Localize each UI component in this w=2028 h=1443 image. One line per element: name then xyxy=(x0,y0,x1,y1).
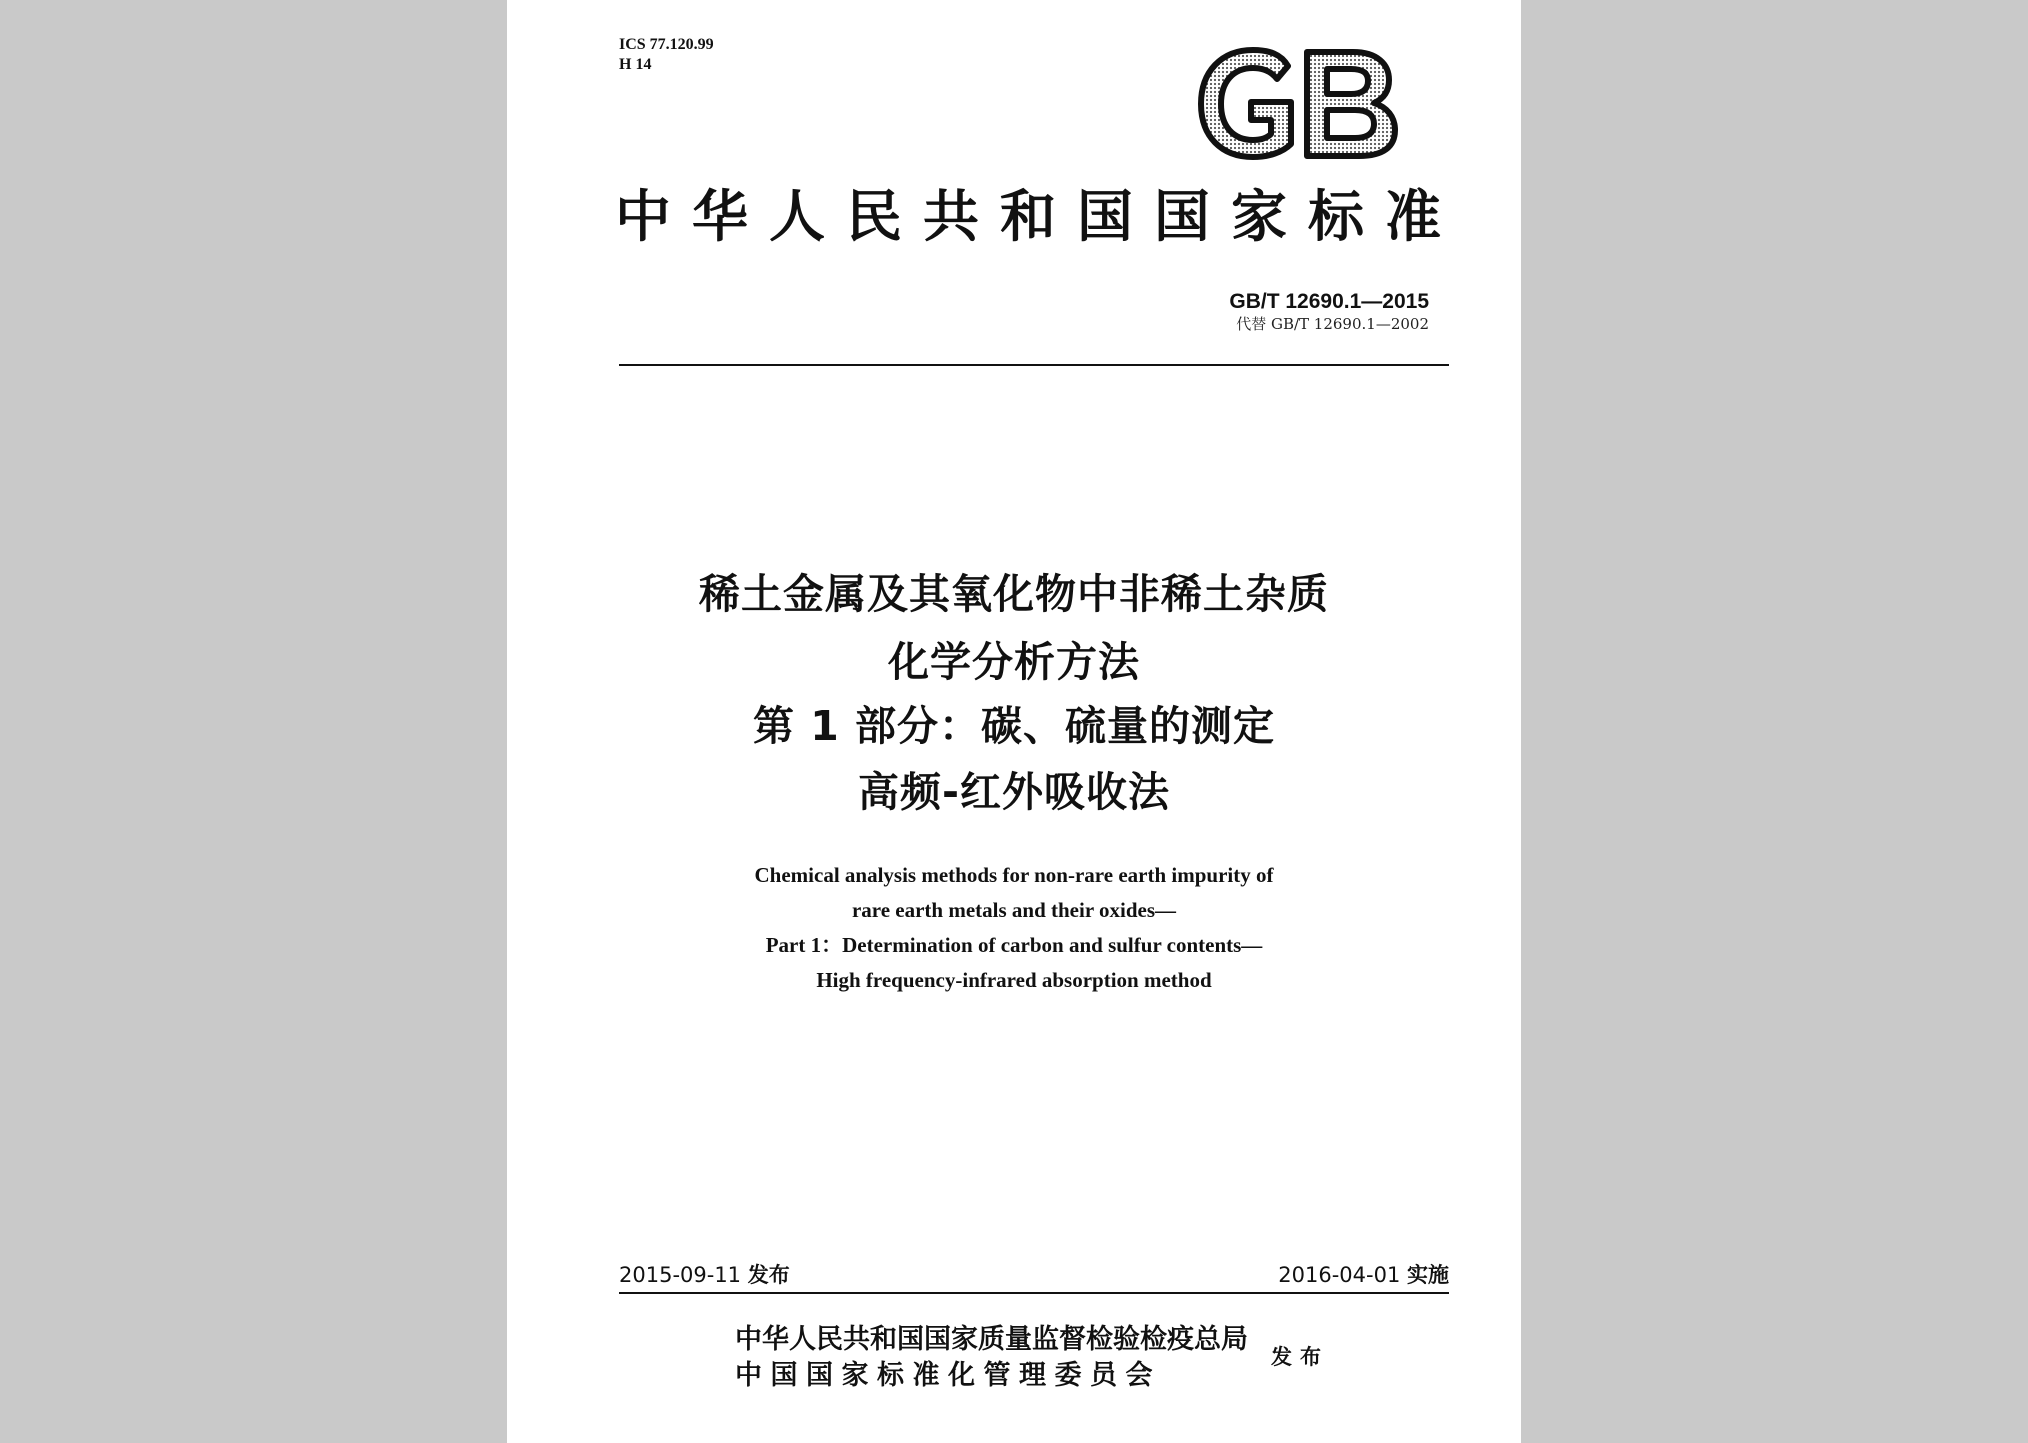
ics-code: ICS 77.120.99 xyxy=(619,36,714,53)
issuer-line: 中国国家标准化管理委员会 xyxy=(735,1360,1161,1391)
implementation-label: 实施 xyxy=(1407,1263,1449,1287)
classification-code: H 14 xyxy=(619,56,652,73)
replaces-standard: 代替 GB/T 12690.1—2002 xyxy=(1236,315,1429,333)
national-standard-title: 中华人民共和国国家标准 xyxy=(615,185,1462,250)
chinese-title-line: 第 1 部分：碳、硫量的测定 xyxy=(752,702,1276,750)
chinese-title-line: 高频-红外吸收法 xyxy=(857,768,1171,816)
document-page xyxy=(507,0,1521,1443)
english-title-line: High frequency-infrared absorption method xyxy=(816,968,1212,992)
standard-number: GB/T 12690.1—2015 xyxy=(1229,290,1429,313)
issue-date-value: 2015-09-11 xyxy=(619,1263,742,1287)
chinese-title-line: 化学分析方法 xyxy=(888,638,1140,686)
implementation-date-value: 2016-04-01 xyxy=(1278,1263,1401,1287)
gb-logo-icon xyxy=(1193,46,1403,161)
issuer-line: 中华人民共和国国家质量监督检验检疫总局 xyxy=(735,1324,1248,1355)
english-title-line: Part 1：Determination of carbon and sulfur contents— xyxy=(765,933,1263,957)
implementation-date xyxy=(1278,1262,1449,1288)
chinese-title-line: 稀土金属及其氧化物中非稀土杂质 xyxy=(699,570,1329,618)
english-title-line: Chemical analysis methods for non-rare earth impurity of xyxy=(754,863,1274,887)
issue-label: 发布 xyxy=(747,1263,790,1287)
publish-label: 发布 xyxy=(1271,1345,1329,1369)
issue-date xyxy=(619,1262,790,1288)
header-divider xyxy=(619,364,1449,366)
footer-divider xyxy=(619,1292,1449,1294)
english-title-line: rare earth metals and their oxides— xyxy=(851,898,1177,922)
